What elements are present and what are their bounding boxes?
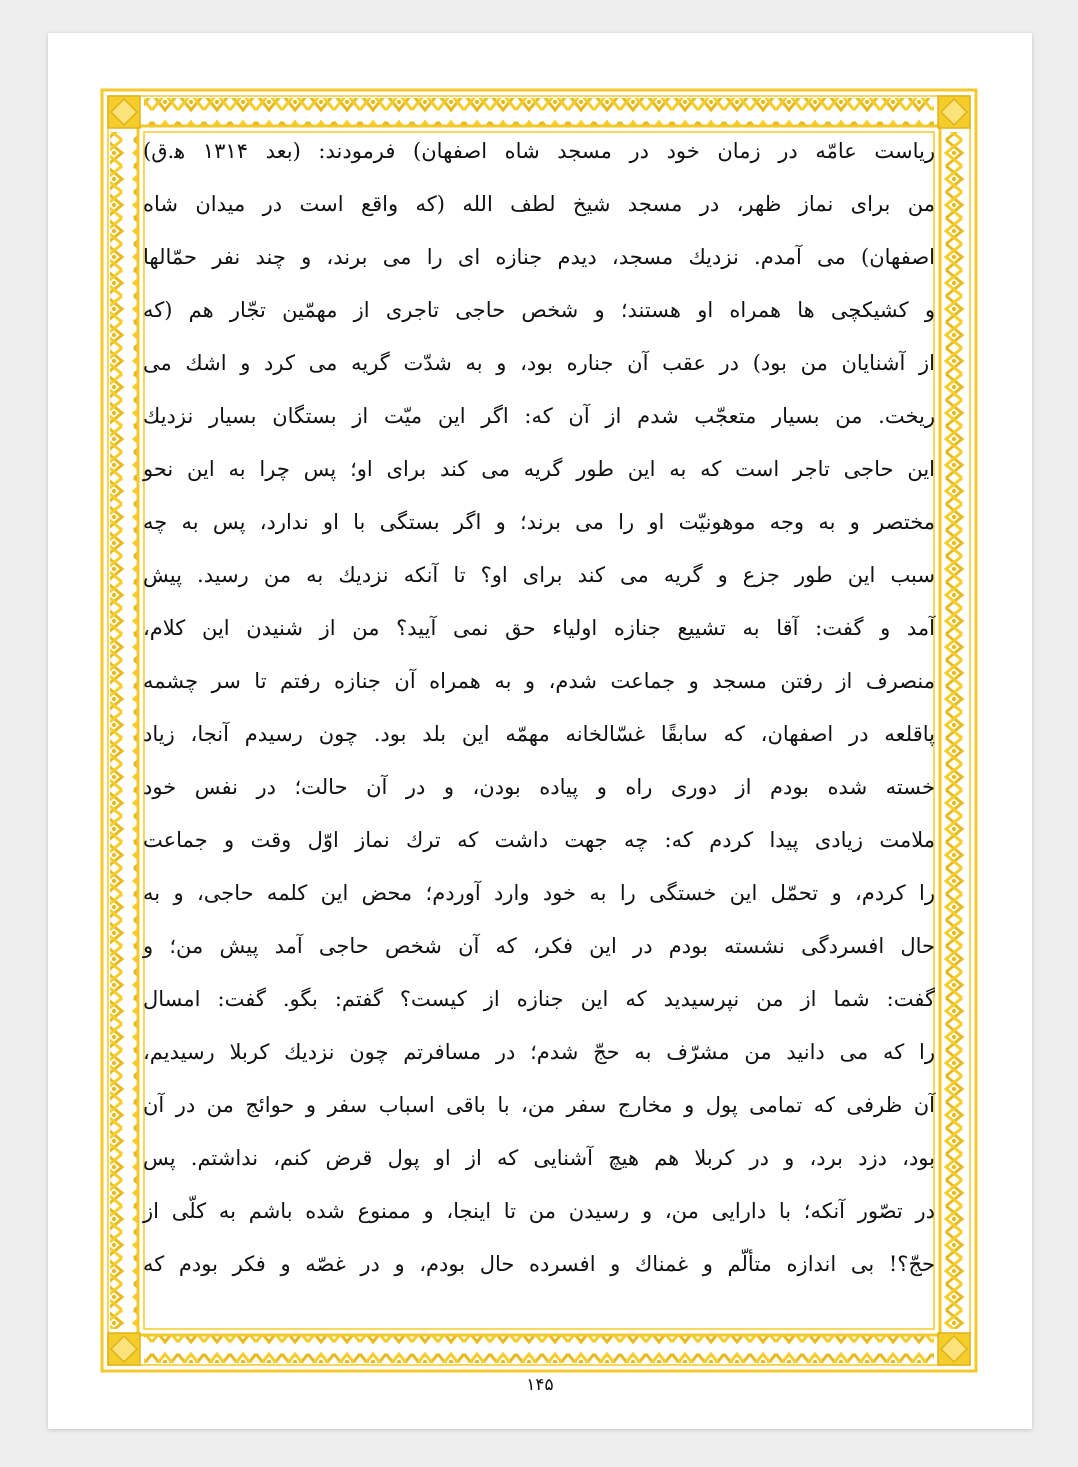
text-line: مختصر و به وجه موهونیّت او را می برند؛ و اگر بستگی با او ندارد، پس به چه	[143, 510, 935, 534]
text-line: از آشنایان من بود) در عقب آن جناره بود، و به شدّت گریه می کرد و اشك می	[143, 351, 935, 375]
text-line: گفت: شما از من نپرسیدید که این جنازه از کیست؟ گفتم: بگو. گفت: امسال	[143, 987, 935, 1011]
text-line: حال افسردگی نشسته بودم در این فکر، که آن شخص حاجی آمد پیش من؛ و	[143, 934, 935, 958]
corner-ornament-top-left	[108, 96, 140, 128]
text-line: ملامت زیادی پیدا کردم که: چه جهت داشت که ترك نماز اوّل وقت و جماعت	[143, 828, 935, 852]
text-line: خسته شده بودم از دوری راه و پیاده بودن، و در آن حالت؛ در نفس خود	[143, 775, 935, 799]
text-line: سبب این طور جزع و گریه می کند برای او؟ تا آنکه نزدیك به من رسید. پیش	[143, 563, 935, 587]
text-line: پاقلعه در اصفهان، که سابقًا غسّالخانه مهمّه این بلد بود. چون رسیدم آنجا، زیاد	[143, 722, 935, 746]
text-line: را کردم، و تحمّل این خستگی را به خود وارد آوردم؛ محض این کلمه حاجی، و به	[143, 881, 935, 905]
text-line: ریخت. من بسیار متعجّب شدم از آن که: اگر این میّت از بستگان بسیار نزدیك	[143, 404, 935, 428]
text-line: منصرف از رفتن مسجد و جماعت شدم، و به همراه آن جنازه رفتم تا سر چشمه	[143, 669, 935, 693]
text-line: آن ظرفی که تمامی پول و مخارج سفر من، با باقی اسباب سفر و حوائج من در آن	[143, 1093, 935, 1117]
text-line: آمد و گفت: آقا به تشییع جنازه اولیاء حق نمی آیید؟ من از شنیدن این کلام،	[143, 616, 935, 640]
text-line: را که می دانید من مشرّف به حجّ شدم؛ در مسافرتم چون نزدیك کربلا رسیدیم،	[143, 1040, 935, 1064]
text-line: حجّ؟! بی اندازه متألّم و غمناك و افسرده حال بودم، و در غصّه و فکر بودم که	[143, 1252, 935, 1276]
text-line: در تصّور آنکه؛ با دارایی من، و رسیدن من تا اینجا، و ممنوع شده باشم به کلّی از	[143, 1199, 935, 1223]
text-line: اصفهان) می آمدم. نزدیك مسجد، دیدم جنازه ای را می برند، و چند نفر حمّالها	[143, 245, 935, 269]
document-page	[48, 33, 1032, 1429]
text-line: بود، دزد برد، و در کربلا هم هیچ آشنایی که از او پول قرض کنم، نداشتم. پس	[143, 1146, 935, 1170]
page-number: ۱۴۵	[526, 1375, 554, 1395]
text-line: این حاجی تاجر است که به این طور گریه می کند برای او؛ پس چرا به این نحو	[143, 457, 935, 481]
corner-ornament-bottom-right	[938, 1333, 970, 1365]
text-line: من برای نماز ظهر، در مسجد شیخ لطف الله (که واقع است در میدان شاه	[143, 192, 935, 216]
body-text	[143, 125, 935, 1335]
corner-ornament-top-right	[938, 96, 970, 128]
text-line: و کشیکچی ها همراه او هستند؛ و شخص حاجی تاجری از مهمّین تجّار هم (که	[143, 298, 935, 322]
corner-ornament-bottom-left	[108, 1333, 140, 1365]
text-line: ریاست عامّه در زمان خود در مسجد شاه اصفهان) فرمودند: (بعد ۱۳۱۴ ه‍.ق)	[143, 139, 935, 163]
